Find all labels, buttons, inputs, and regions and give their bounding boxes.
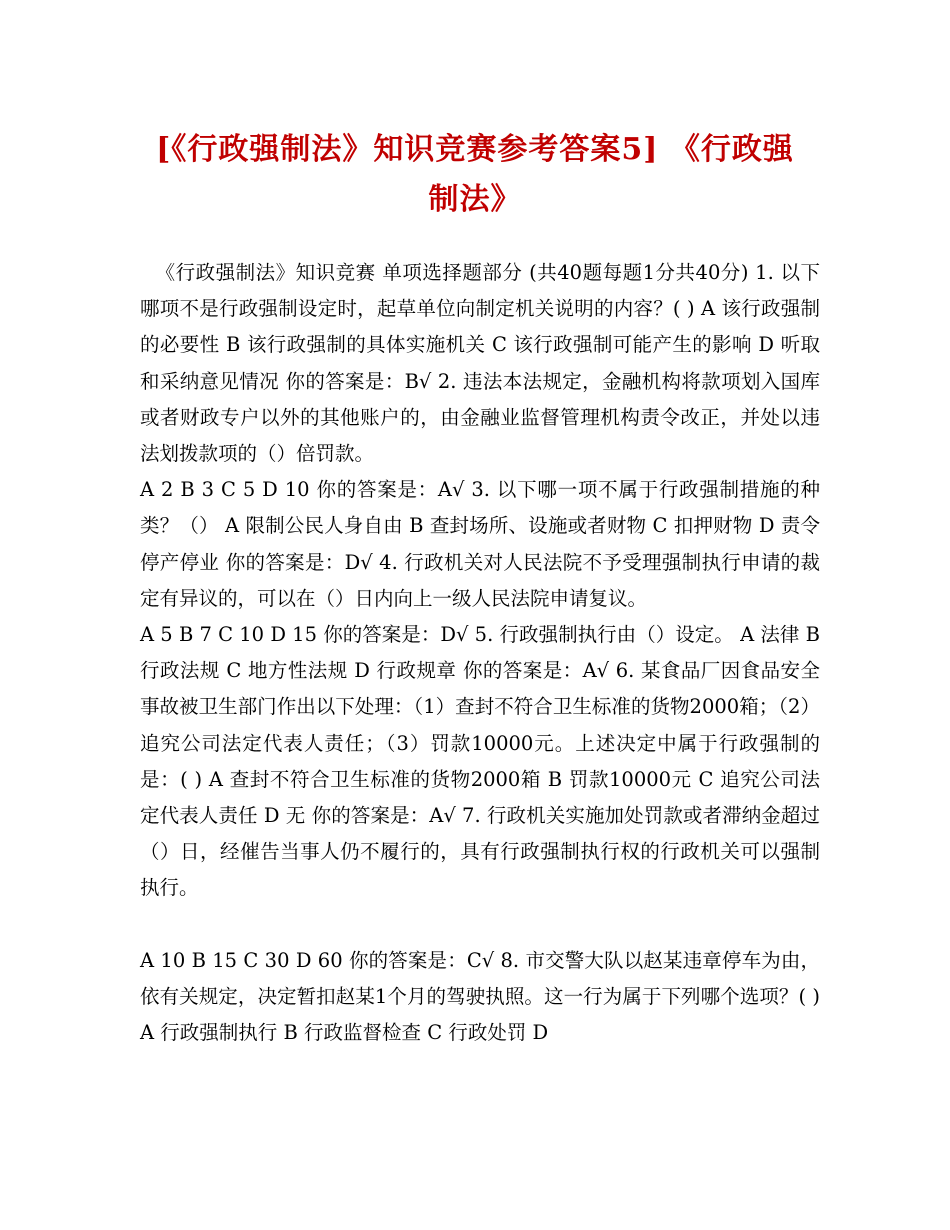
document-title: [《行政强制法》知识竞赛参考答案5] 《行政强制法》 [156,132,794,217]
paragraph-3: A 5 B 7 C 10 D 15 你的答案是：D√ 5. 行政强制执行由（）设定。 A 法律 B 行政法规 C 地方性法规 D 行政规章 你的答案是：A√ 6. 某食品厂因食品安全事故被卫生部门作出以下处理：（1）查封不符合卫生标准的货物2000箱；（2）追究公司法定代表人责任；（3）罚款10000元。上述决定中属于行政强制的是：( ) A 查封不符合卫生标准的货物2000箱 B 罚款10000元 C 追究公司法定代表人责任 D 无 你的答案是：A√ 7. 行政机关实施加处罚款或者滞纳金超过（）日，经催告当事人仍不履行的，具有行政强制执行权的行政机关可以强制执行。 [140,623,820,900]
paragraph-gap [140,907,820,943]
paragraph-1: 《行政强制法》知识竞赛 单项选择题部分 (共40题每题1分共40分) 1. 以下哪项不是行政强制设定时，起草单位向制定机关说明的内容？( ) A 该行政强制的必要性 B 该行政强制的具体实施机关 C 该行政强制可能产生的影响 D 听取和采纳意见情况 你的答案是：B√ 2. 违法本法规定，金融机构将款项划入国库或者财政专户以外的其他账户的，由金融业监督管理机构责令改正，并处以违法划拨款项的（）倍罚款。 [140,261,820,466]
paragraph-4: A 10 B 15 C 30 D 60 你的答案是：C√ 8. 市交警大队以赵某违章停车为由，依有关规定，决定暂扣赵某1个月的驾驶执照。这一行为属于下列哪个选项？( ) A 行政强制执行 B 行政监督检查 C 行政处罚 D [140,948,820,1045]
paragraph-2: A 2 B 3 C 5 D 10 你的答案是：A√ 3. 以下哪一项不属于行政强制措施的种类？（） A 限制公民人身自由 B 查封场所、设施或者财物 C 扣押财物 D 责令停产停业 你的答案是：D√ 4. 行政机关对人民法院不予受理强制执行申请的裁定有异议的，可以在（）日内向上一级人民法院申请复议。 [140,478,820,610]
document-body [140,255,820,1051]
